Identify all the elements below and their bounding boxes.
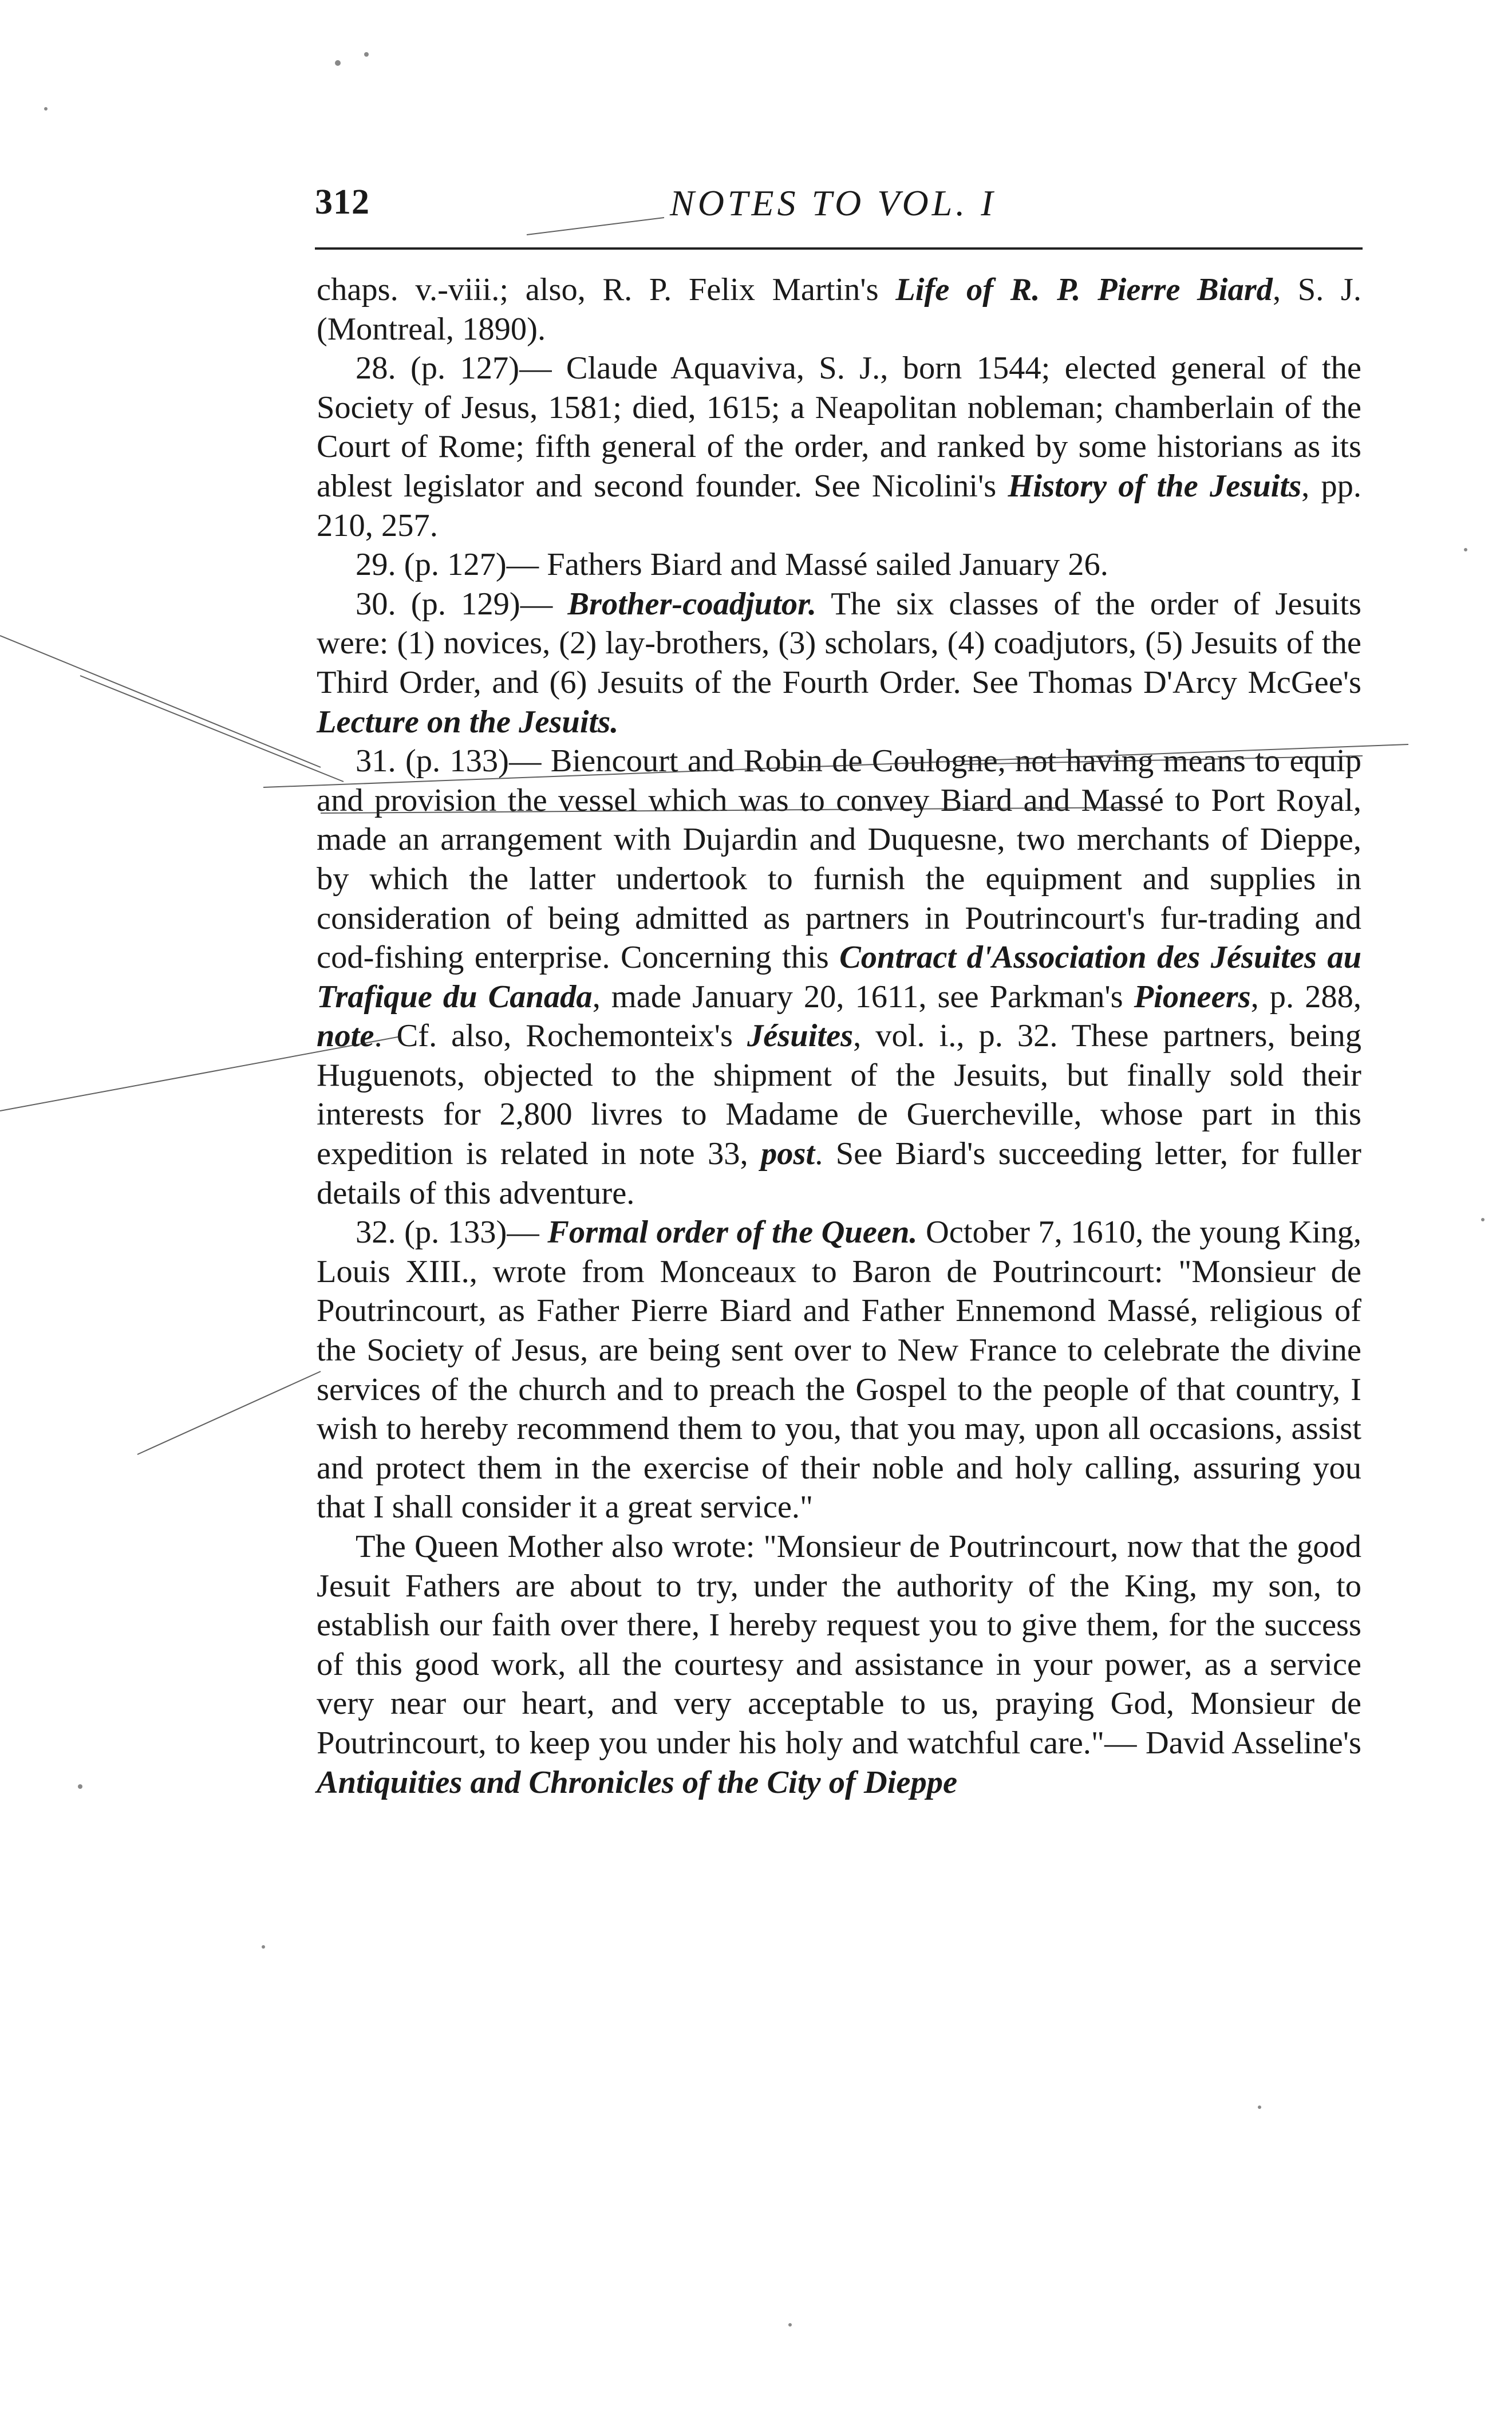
- note-number: 32.: [356, 1215, 396, 1251]
- margin-stroke: [137, 1371, 321, 1454]
- running-title: NOTES TO VOL. I: [670, 183, 997, 223]
- italic-term: post: [761, 1136, 815, 1172]
- italic-title: Life of R. P. Pierre Biard: [895, 272, 1273, 307]
- text-run: , made January 20, 1611, see Parkman's: [592, 979, 1134, 1015]
- speck: [1481, 1218, 1485, 1221]
- page-reference: (p. 133): [405, 743, 509, 779]
- note-32-continued: [317, 1527, 1361, 1802]
- page-reference: (p. 133): [404, 1215, 507, 1251]
- text-run: , vol. i., p. 32. These partners, being Huguenots, objected to the shipment of the Jesuits, but finally sold their interests for 2,800 livres to Madame de Guercheville, whose part in this expedition is related in note 33,: [317, 1018, 1361, 1172]
- italic-term: Brother-coadjutor.: [567, 586, 817, 622]
- text-run: —: [520, 586, 568, 622]
- note-number: 28.: [356, 350, 396, 387]
- note-number: 31.: [356, 743, 396, 779]
- speck: [788, 2323, 792, 2327]
- text-run: — Biencourt and Robin de Coulogne, not having means to equip and provision the vessel which was to convey Biard and Massé to Port Royal, made an arrangement with Dujardin and Duquesne, two merchants of Dieppe, by which the latter undertook to furnish the equipment and supplies in consideration of being admitted as partners in Poutrincourt's fur-trading and cod-fishing enterprise. Concerning this: [317, 743, 1361, 976]
- note-32: [317, 1213, 1361, 1527]
- header-rule: [315, 247, 1363, 250]
- speck: [1464, 548, 1467, 551]
- text-run: — Claude Aquaviva, S. J., born 1544; elected general of the Society of Jesus, 1581; died, 1615; a Neapolitan nobleman; chamberlain of the Court of Rome; fifth general of the order, and ranked by some historians as its ablest legislator and second founder. See Nicolini's: [317, 350, 1361, 504]
- text-run: . See Biard's succeeding letter, for fuller details of this adventure.: [317, 1136, 1361, 1211]
- text-run: October 7, 1610, the young King, Louis XIII., wrote from Monceaux to Baron de Poutrincourt: "Monsieur de Poutrincourt, as Father Pierre Biard and Father Ennemond Massé, religious of the Society of Jesus, are being sent over to New France to celebrate the divine services of the church and to preach the Gospel to the people of that country, I wish to hereby recommend them to you, that you may, upon all occasions, assist and protect them in the exercise of their noble and holy calling, assuring you that I shall consider it a great service.": [317, 1215, 1362, 1525]
- text-run: The six classes of the order of Jesuits were: (1) novices, (2) lay-brothers, (3) scholars, (4) coadjutors, (5) Jesuits of the Third Order, and (6) Jesuits of the Fourth Order. See Thomas D'Arcy McGee's: [317, 586, 1362, 700]
- note-number: 30.: [356, 586, 396, 622]
- text-run: — Fathers Biard and Massé sailed January 26.: [506, 547, 1108, 583]
- text-run: . Cf. also, Rochemonteix's: [374, 1018, 747, 1054]
- text-run: , pp. 210, 257.: [317, 468, 1362, 543]
- italic-title: Pioneers: [1134, 979, 1251, 1015]
- speck: [262, 1945, 265, 1949]
- italic-title: Jésuites: [747, 1018, 854, 1054]
- margin-stroke: [80, 676, 344, 782]
- italic-title: Lecture on the Jesuits.: [317, 704, 619, 740]
- note-29: [317, 545, 1361, 585]
- page-reference: (p. 127): [404, 547, 507, 583]
- italic-title: Antiquities and Chronicles of the City of Dieppe: [317, 1764, 958, 1800]
- italic-term: Formal order of the Queen.: [547, 1215, 918, 1251]
- note-28: [317, 349, 1361, 545]
- text-run: chaps. v.-viii.; also, R. P. Felix Martin's: [317, 272, 896, 307]
- speck: [1258, 2105, 1261, 2109]
- speck: [335, 60, 341, 66]
- italic-title: History of the Jesuits: [1008, 468, 1302, 504]
- page-reference: (p. 129): [410, 586, 520, 622]
- text-run: The Queen Mother also wrote: "Monsieur de Poutrincourt, now that the good Jesuit Fathers are about to try, under the authority of the King, my son, to establish our faith over there, I hereby request you to give them, for the success of this good work, all the courtesy and assistance in your power, as a service very near our heart, and very acceptable to us, praying God, Monsieur de Poutrincourt, to keep you under his holy and watchful care."— David Asseline's: [317, 1529, 1361, 1761]
- margin-stroke: [0, 636, 321, 767]
- notes-body: [317, 270, 1361, 1802]
- speck: [44, 107, 48, 111]
- speck: [364, 52, 369, 57]
- text-run: —: [507, 1215, 548, 1251]
- italic-title: Contract d'Association des Jésuites au Trafique du Canada: [317, 940, 1361, 1015]
- italic-term: note: [317, 1018, 374, 1054]
- note-30: [317, 585, 1361, 742]
- note-number: 29.: [356, 547, 396, 583]
- page-reference: (p. 127): [410, 350, 520, 387]
- speck: [78, 1784, 82, 1789]
- text-run: , p. 288,: [1250, 979, 1361, 1015]
- page-number: 312: [315, 183, 370, 222]
- page-header: [315, 182, 1363, 239]
- text-run: , S. J. (Montreal, 1890).: [317, 272, 1361, 347]
- note-continuation: [317, 270, 1361, 349]
- note-31: [317, 742, 1361, 1213]
